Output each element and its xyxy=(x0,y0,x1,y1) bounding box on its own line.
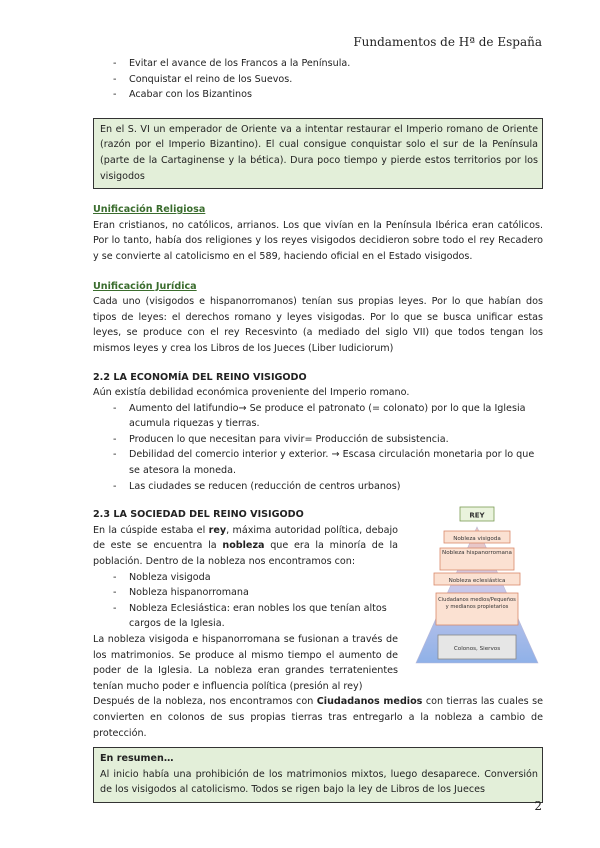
list-item: - Debilidad del comercio interior y exterior. → Escasa circulación monetaria por lo que se atesora la moneda. xyxy=(93,447,543,478)
intro-list xyxy=(93,56,543,103)
juridica-heading: Unificación Jurídica xyxy=(93,280,197,292)
pyramid-label-rey: REY xyxy=(469,511,485,520)
resumen-text: Al inicio había una prohibición de los matrimonios mixtos, luego desaparece. Conversión de los visigodos al catolicismo. Todos se rigen bajo la ley de Libros de los Jueces xyxy=(100,768,538,796)
list-item: - Evitar el avance de los Francos a la Península. xyxy=(93,56,543,72)
list-item: - Las ciudades se reducen (reducción de centros urbanos) xyxy=(93,479,543,495)
pyramid-label-nobleza-visigoda: Nobleza visigoda xyxy=(453,536,501,542)
byzantine-note-box xyxy=(93,118,543,189)
page-number: 2 xyxy=(534,799,542,813)
resumen-box xyxy=(93,747,543,803)
sociedad-paragraph-3: Después de la nobleza, nos encontramos con Ciudadanos medios con tierras las cuales se convierten en colonos de sus propias tierras tras entregarlo a la nobleza a cambio de protección. xyxy=(93,696,543,739)
pyramid-label-nobleza-hispanorromana: Nobleza hispanorromana xyxy=(442,550,512,556)
juridica-text: Cada uno (visigodos e hispanorromanos) tenían sus propias leyes. Por lo que habían dos tipos de leyes: el derechos romano y leyes visigodas. Por lo que se busca unificar estas leyes, se produce con el rey Recesvinto (a mediado del siglo VII) que todos tengan los mismos leyes y crea los Libros de los Jueces (Liber Iudiciorum) xyxy=(93,296,543,354)
list-item: - Conquistar el reino de los Suevos. xyxy=(93,72,543,88)
byzantine-note-text: En el S. VI un emperador de Oriente va a intentar restaurar el Imperio romano de Oriente (razón por el Imperio Bizantino). El cual consigue conquistar solo el sur de la Península (parte de la Cartaginense y la bética). Dura poco tiempo y pierde estos territorios por los visigodos xyxy=(100,123,538,182)
resumen-title: En resumen… xyxy=(100,753,174,765)
nobleza-list xyxy=(93,570,398,632)
sociedad-paragraph-2: La nobleza visigoda e hispanorromana se fusionan a través de los matrimonios. Se produce al mismo tiempo el aumento de poder de la Iglesia. La nobleza eran grandes terratenientes tenían mucho poder e influencia política (presión al rey) xyxy=(93,634,398,692)
list-item: - Producen lo que necesitan para vivir= Producción de subsistencia. xyxy=(93,432,543,448)
religiosa-heading: Unificación Religiosa xyxy=(93,204,206,216)
pyramid-label-ciudadanos: Ciudadanos medios/Pequeños y medianos propietarios xyxy=(438,597,516,610)
document-body xyxy=(93,56,543,803)
sociedad-column xyxy=(93,523,398,695)
list-item: - Acabar con los Bizantinos xyxy=(93,87,543,103)
economia-heading: 2.2 LA ECONOMÍA DEL REINO VISIGODO xyxy=(93,371,307,383)
economia-list xyxy=(93,401,543,495)
list-item: - Nobleza hispanorromana xyxy=(93,585,398,601)
economia-intro: Aún existía debilidad económica proveniente del Imperio romano. xyxy=(93,387,410,399)
social-pyramid-diagram xyxy=(404,505,550,665)
list-item: - Nobleza visigoda xyxy=(93,570,398,586)
pyramid-label-colonos: Colonos, Siervos xyxy=(453,646,501,652)
pyramid-label-nobleza-eclesiastica: Nobleza eclesiástica xyxy=(448,578,506,584)
list-item: - Nobleza Eclesiástica: eran nobles los que tenían altos cargos de la Iglesia. xyxy=(93,601,398,632)
sociedad-paragraph-1: En la cúspide estaba el rey, máxima autoridad política, debajo de este se encuentra la nobleza que era la minoría de la población. Dentro de la nobleza nos encontramos con: xyxy=(93,524,398,568)
page-header-title: Fundamentos de Hª de España xyxy=(353,35,542,49)
sociedad-heading: 2.3 LA SOCIEDAD DEL REINO VISIGODO xyxy=(93,509,304,521)
list-item: - Aumento del latifundio→ Se produce el patronato (= colonato) por lo que la Iglesia acumula riquezas y tierras. xyxy=(93,401,543,432)
religiosa-text: Eran cristianos, no católicos, arrianos. Los que vivían en la Península Ibérica eran católicos. Por lo tanto, había dos religiones y los reyes visigodos decidieron sobre todo el rey Recadero y se convierte al catolicismo en el 589, haciendo oficial en el Estado visigodos. xyxy=(93,219,543,262)
